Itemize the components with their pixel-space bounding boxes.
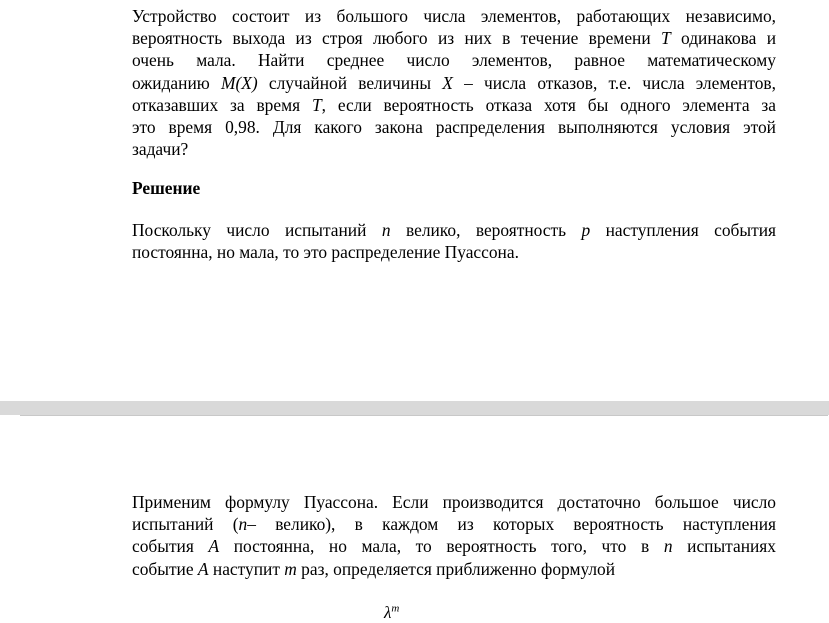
poisson-formula-partial: $\lambda^m$ bbox=[384, 602, 400, 622]
text-run: очень мала. Найти среднее число элементов, равное математическому bbox=[132, 50, 776, 71]
text-run: – числа отказов, т.е. числа элементов, bbox=[452, 72, 776, 93]
page1.problem_lines-line bbox=[132, 49, 776, 71]
text-run: Устройство состоит из большого числа элементов, работающих независимо, bbox=[132, 6, 776, 26]
math-symbol: T bbox=[661, 28, 671, 49]
text-run: это время 0,98. Для какого закона распределения выполняются условия этой bbox=[132, 117, 776, 138]
text-run: задачи? bbox=[132, 139, 189, 160]
text-run: событие bbox=[132, 558, 198, 579]
text-run: одинакова и bbox=[670, 28, 776, 49]
text-run: испытаниях bbox=[672, 536, 777, 557]
text-run: велико, вероятность bbox=[390, 220, 582, 240]
document-page-2 bbox=[20, 415, 828, 622]
text-run: Поскольку число испытаний bbox=[132, 220, 382, 240]
text-run: , если вероятность отказа хотя бы одного элемента за bbox=[321, 94, 776, 115]
solution-text bbox=[132, 219, 776, 263]
math-symbol: A bbox=[197, 558, 209, 579]
page1.solution_lines-line bbox=[132, 219, 776, 241]
text-run: вероятность выхода из строя любого из них в течение времени bbox=[132, 28, 661, 49]
solution-heading: Решение bbox=[132, 178, 201, 198]
text-run: постоянна, но мала, то вероятность того, что в bbox=[219, 536, 664, 557]
math-symbol: n bbox=[381, 220, 391, 240]
page2.lines-line bbox=[132, 513, 776, 535]
page1.problem_lines-line bbox=[132, 27, 776, 49]
math-symbol: p bbox=[581, 220, 591, 240]
text-run: раз, определяется приближенно формулой bbox=[296, 558, 616, 579]
text-run: Применим формулу Пуассона. Если производится достаточно большое число bbox=[132, 492, 776, 512]
poisson-paragraph bbox=[132, 491, 776, 580]
math-symbol: n bbox=[663, 536, 673, 557]
text-run: испытаний ( bbox=[132, 514, 239, 535]
page1.solution_lines-line bbox=[132, 241, 776, 263]
text-run: события bbox=[132, 536, 209, 557]
text-run: – велико), в каждом из которых вероятность наступления bbox=[247, 514, 776, 535]
problem-statement bbox=[132, 5, 776, 160]
math-symbol: T bbox=[311, 94, 322, 115]
document-page-1 bbox=[20, 0, 828, 402]
math-symbol: m bbox=[284, 558, 297, 579]
page1.problem_lines-line bbox=[132, 94, 776, 116]
page-separator bbox=[0, 401, 829, 415]
page1.problem_lines-line bbox=[132, 138, 776, 160]
page2.lines-line bbox=[132, 558, 776, 580]
text-run: постоянна, но мала, то это распределение Пуассона. bbox=[132, 242, 519, 263]
math-symbol: n bbox=[238, 514, 248, 535]
math-symbol: M(X) bbox=[220, 72, 258, 93]
page2.lines-line bbox=[132, 491, 776, 513]
math-symbol: A bbox=[208, 536, 220, 557]
page1.problem_lines-line bbox=[132, 116, 776, 138]
text-run: ожиданию bbox=[132, 72, 221, 93]
page2.lines-line bbox=[132, 535, 776, 557]
page1.problem_lines-line bbox=[132, 72, 776, 94]
text-run: наступит bbox=[208, 558, 285, 579]
text-run: наступления события bbox=[590, 220, 776, 240]
page1.problem_lines-line bbox=[132, 5, 776, 27]
text-run: случайной величины bbox=[257, 72, 443, 93]
math-symbol: X bbox=[442, 72, 453, 93]
text-run: отказавших за время bbox=[132, 94, 312, 115]
